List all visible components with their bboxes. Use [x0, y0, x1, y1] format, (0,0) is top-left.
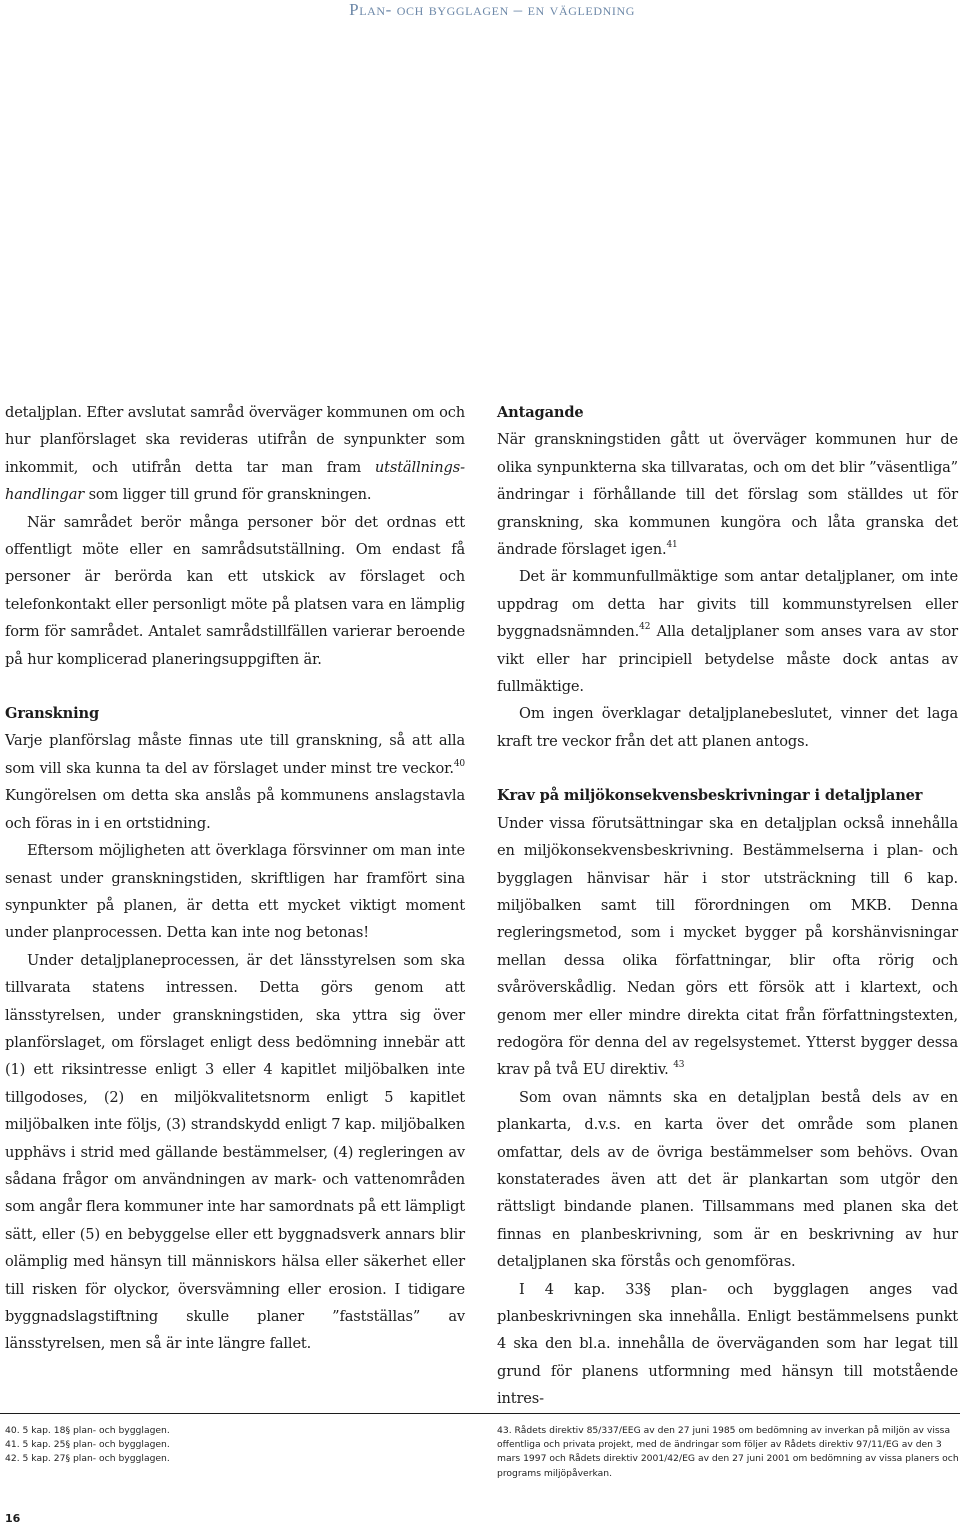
- footnotes-right: [497, 1424, 960, 1481]
- paragraph-planbeskrivning: I 4 kap. 33§ plan- och bygglagen anges vad planbeskrivningen ska innehålla. Enligt bestämmelsens punkt 4 ska den bl.a. innehålla de överväganden som har legat till grund för planens utformning med hänsyn till motstående intres-: [497, 1280, 958, 1408]
- running-header: Plan- och bygglagen – en vägledning: [349, 0, 635, 19]
- text-run: Under vissa förutsättningar ska en detaljplan också innehålla en miljökonsekvensbeskrivning. Bestämmelserna i plan- och bygglagen hänvisar här i stor utsträckning till 6 kap. miljöbalken samt till förordningen om MKB. Denna regleringsmetod, som i mycket bygger på korshänvisningar mellan dessa olika författningar, blir ofta rörig och svåröverskådlig. Nedan görs ett försök att i klartext, och genom mer eller mindre direkta citat från författningstexten, redogöra för denna del av regelsystemet. Ytterst bygger dessa krav på två EU direktiv.: [497, 814, 958, 1079]
- footnote-41: 41. 5 kap. 25§ plan- och bygglagen.: [5, 1439, 170, 1451]
- footnote-ref-40[interactable]: 40: [453, 759, 465, 770]
- paragraph-overklaga: Eftersom möjligheten att överklaga försvinner om man inte senast under granskningstiden, skriftligen har framfört sina synpunkter på planen, är detta ett mycket viktigt moment under planprocessen. Detta kan inte nog betonas!: [5, 842, 465, 942]
- paragraph-samrad-form: När samrådet berör många personer bör det ordnas ett offentligt möte eller en samrådsutställning. Om endast få personer är berörda kan ett utskick av förslaget och telefonkontakt eller personligt möte på platsen vara en lämplig form för samrådet. Antalet samrådstillfällen varierar beroende på hur komplicerad planeringsuppgiften är.: [5, 513, 465, 668]
- text-run: detaljplan. Efter avslutat samråd överväger kommunen om och hur planförslaget ska revideras utifrån de synpunkter som inkommit, och utifrån detta tar man fram: [5, 404, 465, 476]
- footnote-divider: [0, 1413, 960, 1414]
- left-column: [5, 399, 465, 1358]
- page-number: 16: [5, 1512, 21, 1525]
- paragraph-samrad-end: [5, 399, 465, 509]
- text-run: som ligger till grund för granskningen.: [84, 486, 372, 504]
- text-run: Det är kommunfullmäktige som antar detaljplaner, om inte uppdrag om detta har givits till kommunstyrelsen eller byggnadsnämnden.: [497, 568, 958, 641]
- paragraph-plankarta: Som ovan nämnts ska en detaljplan bestå dels av en plankarta, d.v.s. en karta över det område som planen omfattar, dels av de övriga bestämmelser som behövs. Ovan konstaterades även att det är plankartan som utgör den rättsligt bindande planen. Tillsammans med planen ska det finnas en planbeskrivning, som är en beskrivning av hur detaljplanen ska förstås och genomföras.: [497, 1088, 958, 1271]
- footnote-ref-41[interactable]: 41: [666, 540, 678, 551]
- text-run: Varje planförslag måste finnas ute till granskning, så att alla som vill ska kunna ta del av förslaget under minst tre veckor.: [5, 732, 465, 777]
- footnote-43: 43. Rådets direktiv 85/337/EEG av den 27 juni 1985 om bedömning av inverkan på miljön av vissa offentliga och privata projekt, med de ändringar som följer av Rådets direktiv 97/11/EG av den 3 mars 1997 och Rådets direktiv 2001/42/EG av den 27 juni 2001 om bedömning av vissa planers och programs miljöpåverkan.: [497, 1425, 959, 1479]
- heading-antagande: Antagande: [497, 404, 584, 421]
- footnote-ref-43[interactable]: 43: [673, 1060, 685, 1071]
- footnotes-left: [5, 1424, 305, 1467]
- paragraph-antagande: [497, 426, 958, 563]
- paragraph-laga-kraft: Om ingen överklagar detaljplanebeslutet, vinner det laga kraft tre veckor från det att planen antogs.: [497, 705, 958, 750]
- heading-granskning: Granskning: [5, 705, 100, 723]
- paragraph-lansstyrelsen: Under detaljplaneprocessen, är det länsstyrelsen som ska tillvarata statens intressen. Detta görs genom att länsstyrelsen, under granskningstiden, ska yttra sig över planförslaget, om förslaget enligt dess bedömning innebär att (1) ett riksintresse enligt 3 eller 4 kapitlet miljöbalken inte tillgodoses, (2) en miljökvalitetsnorm enligt 5 kapitlet miljöbalken inte följs, (3) strandskydd enligt 7 kap. miljöbalken upphävs i strid med gällande bestämmelser, (4) regleringen av sådana frågor om användningen av mark- och vattenområden som angår flera kommuner inte har samordnats på ett lämpligt sätt, eller (5) en bebyggelse eller ett byggnadsverk annars blir olämplig med hänsyn till människors hälsa eller säkerhet eller till risken för olyckor, översvämning eller erosion. I tidigare byggnadslagstiftning skulle planer ”fastställas” av länsstyrelsen, men så är inte längre fallet.: [5, 951, 465, 1353]
- text-run: Alla detaljplaner som anses vara av stor vikt eller har principiell betydelse måste dock antas av fullmäktige.: [497, 623, 958, 696]
- heading-krav-mkb: Krav på miljökonsekvensbeskrivningar i detaljplaner: [497, 787, 923, 805]
- footnote-42: 42. 5 kap. 27§ plan- och bygglagen.: [5, 1453, 170, 1465]
- paragraph-granskning: [5, 727, 465, 837]
- paragraph-fullmaktige: [497, 563, 958, 700]
- paragraph-mkb: [497, 810, 958, 1084]
- footnote-40: 40. 5 kap. 18§ plan- och bygglagen.: [5, 1425, 170, 1436]
- right-column: [497, 399, 958, 1413]
- italic-term: utställningshandlingar: [5, 458, 465, 504]
- footnote-ref-42[interactable]: 42: [639, 622, 651, 633]
- text-run: När granskningstiden gått ut överväger kommunen hur de olika synpunkterna ska tillvaratas, och om det blir ”väsentliga” ändringar i förhållande till det förslag som ställdes ut för granskning, ska kommunen kungöra och låta granska det ändrade förslaget igen.: [497, 431, 958, 559]
- text-run: Kungörelsen om detta ska anslås på kommunens anslagstavla och föras in i en ortstidning.: [5, 787, 465, 832]
